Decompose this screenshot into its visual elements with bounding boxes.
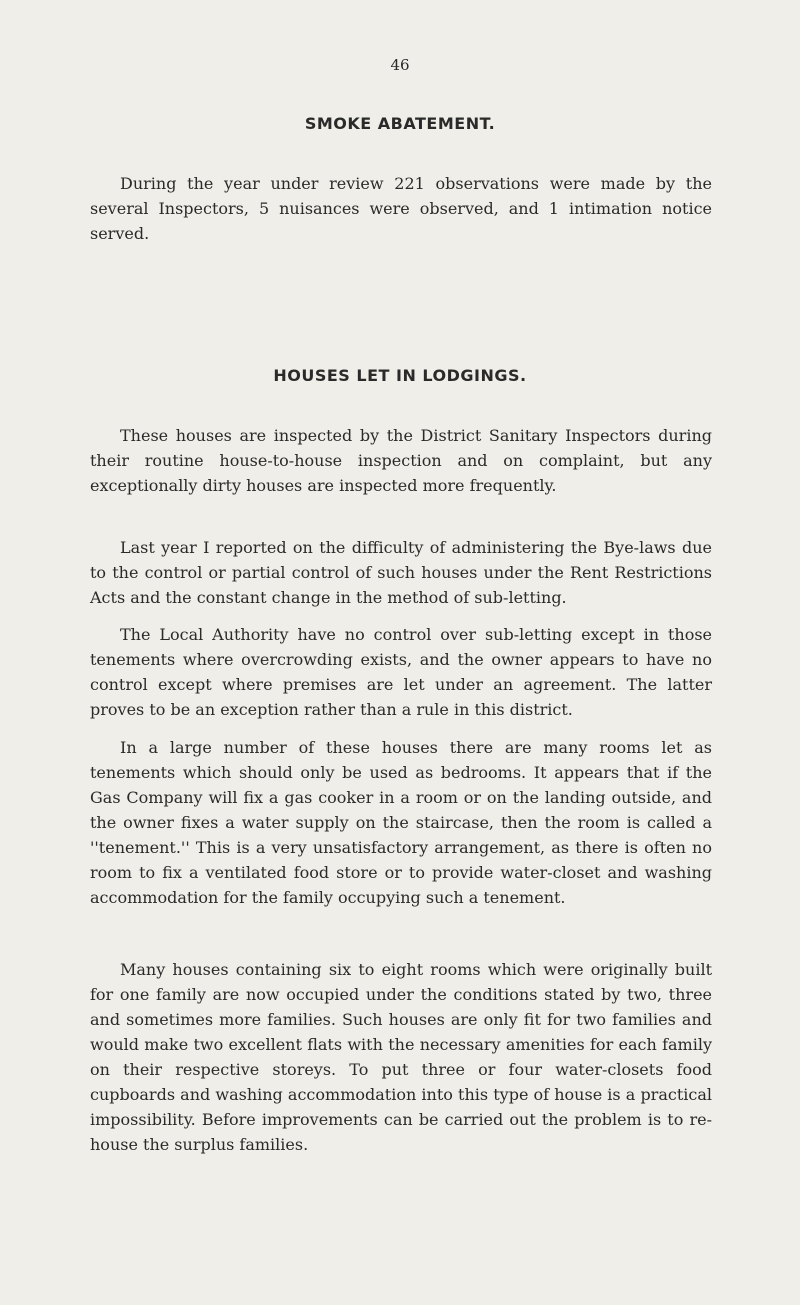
lodgings-paragraph-5: Many houses containing six to eight rooms which were originally built for one family are now occupied under the conditions stated by two, three and sometimes more families. Such houses are only fit for two families and would make two excellent flats with the necessary amenities for each family on their respective storeys. To put three or four water-closets food cupboards and washing accommodation into this type of house is a practical impossibility. Before improvements can be carried out the problem is to re-house the surplus families. [90, 960, 712, 1154]
lodgings-paragraph-4: In a large number of these houses there are many rooms let as tenements which should only be used as bedrooms. It appears that if the Gas Company will fix a gas cooker in a room or on the landing outside, and the owner fixes a water supply on the staircase, then the room is called a ''tenement.'' This is a very unsatisfactory arrangement, as there is often no room to fix a ventilated food store or to provide water-closet and washing accommodation for the family occupying such a tenement. [90, 738, 712, 907]
lodgings-paragraph-3: The Local Authority have no control over sub-letting except in those tenements where overcrowding exists, and the owner appears to have no control except where premises are let under an agreement. The latter proves to be an exception rather than a rule in this district. [90, 625, 712, 719]
lodgings-paragraph-2: Last year I reported on the difficulty of administering the Bye-laws due to the control or partial control of such houses under the Rent Restrictions Acts and the constant change in the method of sub-letting. [90, 538, 712, 607]
smoke-abatement-paragraph: During the year under review 221 observations were made by the several Inspectors, 5 nuisances were observed, and 1 intimation notice served. [90, 174, 712, 243]
lodgings-paragraph-1: These houses are inspected by the District Sanitary Inspectors during their routine house-to-house inspection and on complaint, but any exceptionally dirty houses are inspected more frequently. [90, 426, 712, 495]
section-heading-smoke-abatement: SMOKE ABATEMENT. [304, 114, 496, 133]
section-heading-houses-let-in-lodgings: HOUSES LET IN LODGINGS. [273, 366, 527, 385]
page-number: 46 [390, 56, 410, 74]
